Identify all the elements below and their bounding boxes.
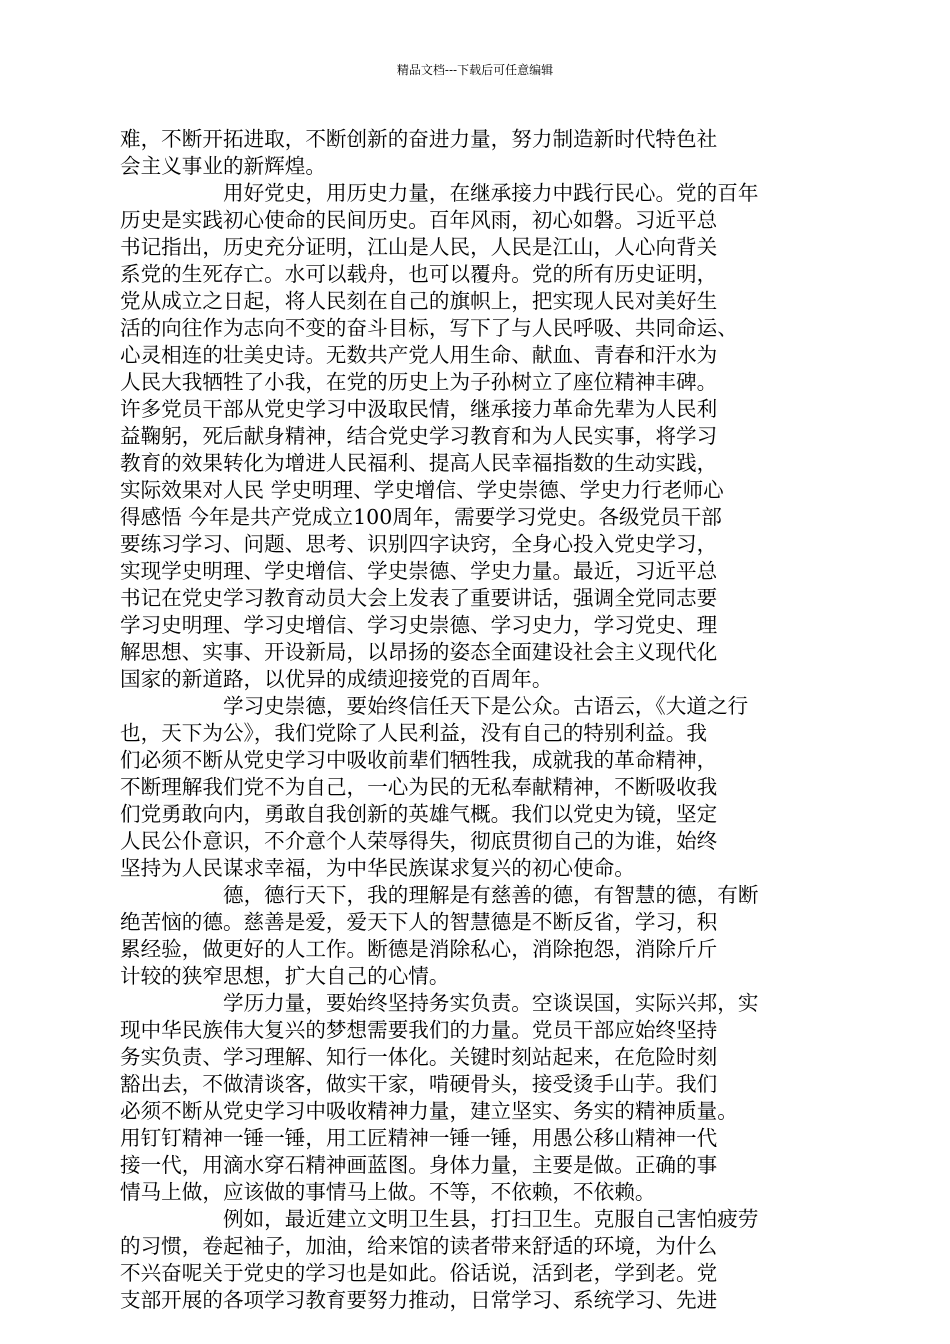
text-line: 累经验，做更好的人工作。断德是消除私心，消除抱怨，消除斤斤 xyxy=(120,937,718,961)
text-line: 们党勇敢向内，勇敢自我创新的英雄气概。我们以党史为镜，坚定 xyxy=(120,802,718,826)
text-line: 许多党员干部从党史学习中汲取民情，继承接力革命先辈为人民利 xyxy=(120,397,718,421)
text-line: 学习史明理、学习史增信、学习史崇德、学习史力，学习党史、理 xyxy=(120,613,718,637)
text-line: 书记指出，历史充分证明，江山是人民，人民是江山，人心向背关 xyxy=(120,235,718,259)
text-line: 人民大我牺牲了小我，在党的历史上为子孙树立了座位精神丰碑。 xyxy=(120,370,718,394)
text-line: 历史是实践初心使命的民间历史。百年风雨，初心如磐。习近平总 xyxy=(120,208,718,232)
text-line: 要练习学习、问题、思考、识别四字诀窍，全身心投入党史学习， xyxy=(120,532,718,556)
text-line: 们必须不断从党史学习中吸收前辈们牺牲我，成就我的革命精神， xyxy=(120,748,718,772)
text-line: 坚持为人民谋求幸福，为中华民族谋求复兴的初心使命。 xyxy=(120,856,635,880)
text-line: 得感悟 今年是共产党成立100周年，需要学习党史。各级党员干部 xyxy=(120,505,722,529)
text-line: 不断理解我们党不为自己，一心为民的无私奉献精神，不断吸收我 xyxy=(120,775,718,799)
text-line: 现中华民族伟大复兴的梦想需要我们的力量。党员干部应始终坚持 xyxy=(120,1018,718,1042)
text-line: 人民公仆意识，不介意个人荣辱得失，彻底贯彻自己的为谁，始终 xyxy=(120,829,718,853)
paragraph-first-line: 学历力量，要始终坚持务实负责。空谈误国，实际兴邦，实 xyxy=(223,991,759,1015)
text-line: 绝苦恼的德。慈善是爱，爱天下人的智慧德是不断反省，学习，积 xyxy=(120,910,718,934)
text-line: 活的向往作为志向不变的奋斗目标，写下了与人民呼吸、共同命运、 xyxy=(120,316,738,340)
text-line: 的习惯，卷起袖子，加油，给来馆的读者带来舒适的环境，为什么 xyxy=(120,1234,718,1258)
text-line: 系党的生死存亡。水可以载舟，也可以覆舟。党的所有历史证明， xyxy=(120,262,718,286)
text-line: 国家的新道路，以优异的成绩迎接党的百周年。 xyxy=(120,667,553,691)
text-line: 心灵相连的壮美史诗。无数共产党人用生命、献血、青春和汗水为 xyxy=(120,343,718,367)
text-line: 计较的狭窄思想，扩大自己的心情。 xyxy=(120,964,450,988)
text-line: 豁出去，不做清谈客，做实干家，啃硬骨头，接受烫手山芋。我们 xyxy=(120,1072,718,1096)
paragraph-first-line: 例如，最近建立文明卫生县，打扫卫生。克服自己害怕疲劳 xyxy=(223,1207,759,1231)
text-line: 书记在党史学习教育动员大会上发表了重要讲话，强调全党同志要 xyxy=(120,586,718,610)
text-line: 实现学史明理、学史增信、学史崇德、学史力量。最近，习近平总 xyxy=(120,559,718,583)
text-line: 教育的效果转化为增进人民福利、提高人民幸福指数的生动实践， xyxy=(120,451,718,475)
text-line: 难，不断开拓进取，不断创新的奋进力量，努力制造新时代特色社 xyxy=(120,127,718,151)
text-line: 解思想、实事、开设新局，以昂扬的姿态全面建设社会主义现代化 xyxy=(120,640,718,664)
document-body xyxy=(120,126,830,1314)
text-line: 不兴奋呢关于党史的学习也是如此。俗话说，活到老，学到老。党 xyxy=(120,1261,718,1285)
text-line: 支部开展的各项学习教育要努力推动，日常学习、系统学习、先进 xyxy=(120,1288,718,1312)
paragraph-first-line: 用好党史，用历史力量，在继承接力中践行民心。党的百年 xyxy=(223,181,759,205)
text-line: 情马上做，应该做的事情马上做。不等，不依赖，不依赖。 xyxy=(120,1180,656,1204)
paragraph-first-line: 德，德行天下，我的理解是有慈善的德，有智慧的德，有断 xyxy=(223,883,759,907)
text-line: 党从成立之日起，将人民刻在自己的旗帜上，把实现人民对美好生 xyxy=(120,289,718,313)
text-line: 接一代，用滴水穿石精神画蓝图。身体力量，主要是做。正确的事 xyxy=(120,1153,718,1177)
text-line: 益鞠躬，死后献身精神，结合党史学习教育和为人民实事，将学习 xyxy=(120,424,718,448)
page-header: 精品文档---下载后可任意编辑 xyxy=(396,63,554,77)
text-line: 实际效果对人民 学史明理、学史增信、学史崇德、学史力行老师心 xyxy=(120,478,724,502)
text-line: 也，天下为公》，我们党除了人民利益，没有自己的特别利益。我 xyxy=(120,721,707,745)
text-line: 务实负责、学习理解、知行一体化。关键时刻站起来，在危险时刻 xyxy=(120,1045,718,1069)
paragraph-first-line: 学习史崇德，要始终信任天下是公众。古语云，《大道之行 xyxy=(223,694,749,718)
text-line: 必须不断从党史学习中吸收精神力量，建立坚实、务实的精神质量。 xyxy=(120,1099,738,1123)
text-line: 用钉钉精神一锤一锤，用工匠精神一锤一锤，用愚公移山精神一代 xyxy=(120,1126,718,1150)
text-line: 会主义事业的新辉煌。 xyxy=(120,154,326,178)
